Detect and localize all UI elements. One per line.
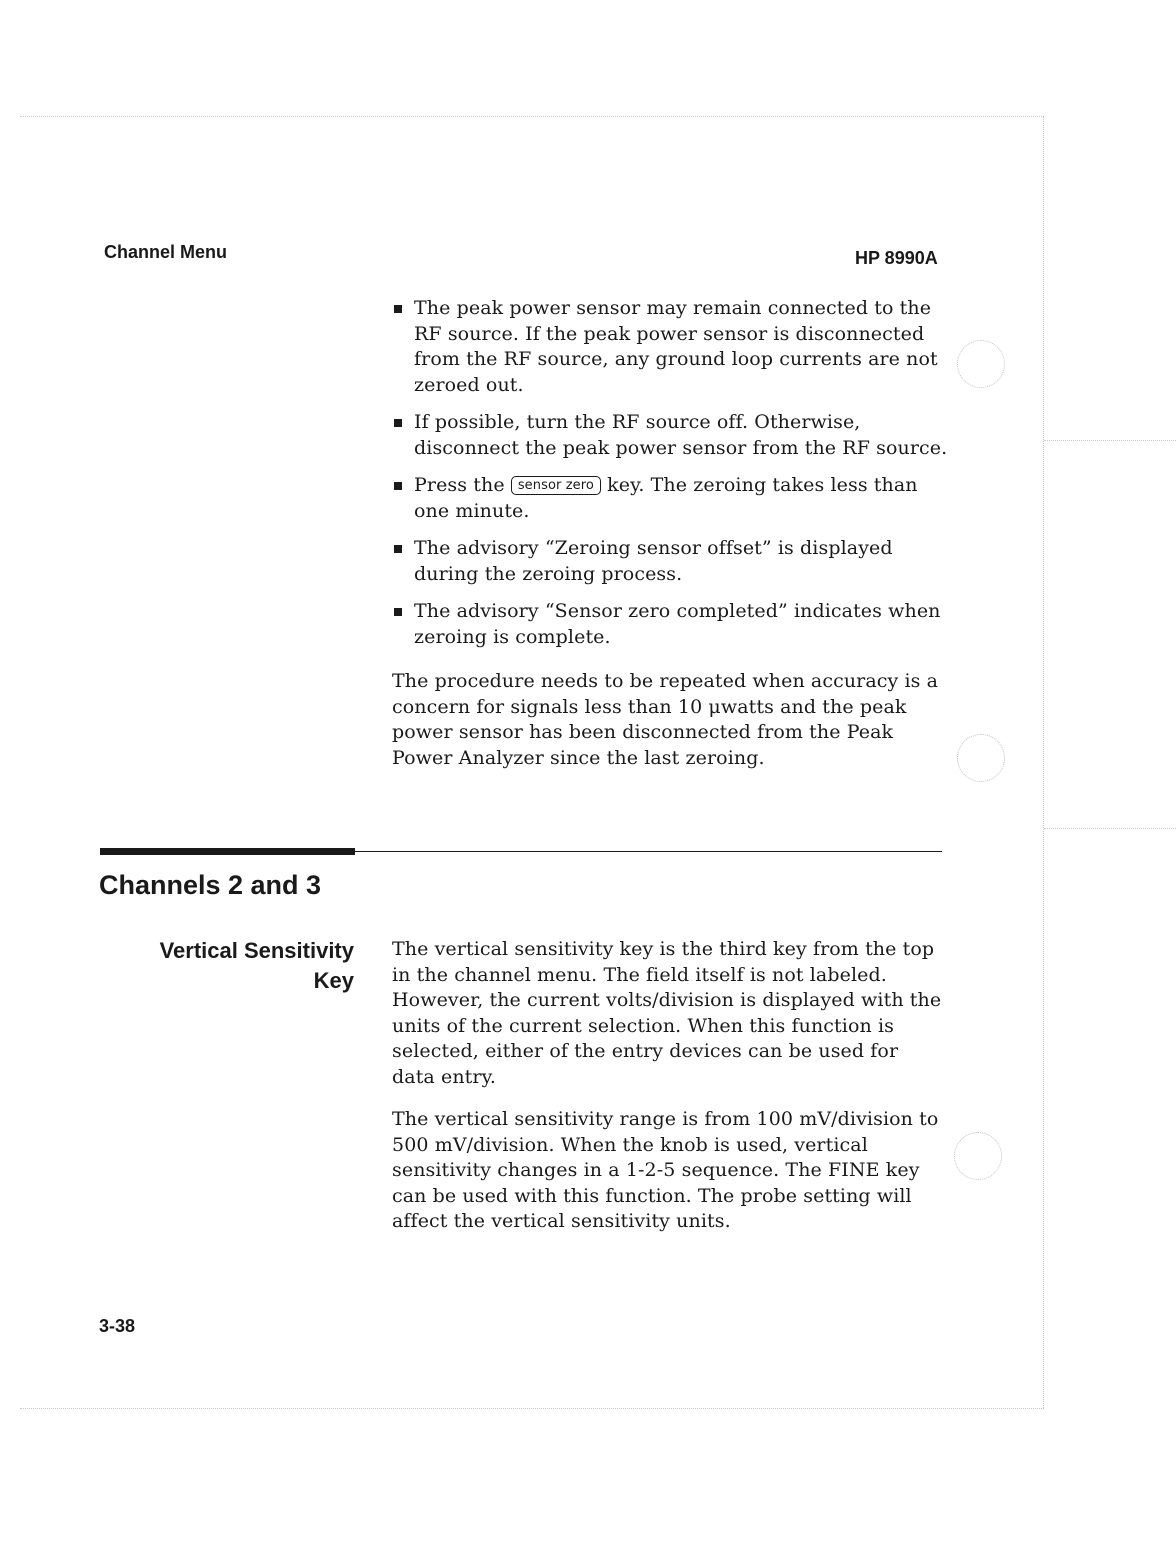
list-item (392, 410, 952, 461)
section-divider-bar (100, 848, 355, 855)
running-header-product: HP 8990A (855, 248, 938, 268)
zeroing-note-paragraph: The procedure needs to be repeated when accuracy is a concern for signals less than 10 μwatts and the peak power sensor has been disconnected from the Peak Power Analyzer since the last zeroing. (392, 670, 939, 769)
list-item (392, 536, 952, 587)
square-bullet-icon (394, 419, 402, 427)
side-heading-line: Vertical Sensitivity (159, 938, 354, 963)
punch-hole (957, 734, 1005, 782)
page-border-bottom (20, 1408, 1044, 1409)
list-item-text: The advisory “Zeroing sensor offset” is displayed during the zeroing process. (414, 537, 893, 585)
list-item-text: The peak power sensor may remain connected to the RF source. If the peak power sensor is disconnected from the RF source, any ground loop currents are not zeroed out. (414, 297, 938, 396)
zeroing-steps-list (392, 296, 952, 662)
tab-divider-line (1044, 440, 1176, 441)
running-header-section: Channel Menu (104, 242, 228, 262)
sensor-zero-key: sensor zero (511, 476, 601, 495)
body-paragraph: The vertical sensitivity key is the third key from the top in the channel menu. The field itself is not labeled. However, the current volts/division is displayed with the units of the current selection. When this function is selected, either of the entry devices can be used for data entry. (392, 938, 942, 1088)
punch-hole (954, 1132, 1002, 1180)
square-bullet-icon (394, 482, 402, 490)
side-heading-line: Key (313, 968, 354, 993)
list-item-text-after: key. The zeroing takes less than one minute. (414, 474, 918, 522)
list-item-text: The advisory “Sensor zero completed” indicates when zeroing is complete. (414, 600, 941, 648)
list-item-text-before: Press the (414, 474, 511, 496)
list-item (392, 473, 952, 524)
page-number: 3-38 (99, 1316, 136, 1336)
punch-hole (957, 340, 1005, 388)
square-bullet-icon (394, 545, 402, 553)
body-paragraph: The vertical sensitivity range is from 100 mV/division to 500 mV/division. When the knob is used, vertical sensitivity changes in a 1-2-5 sequence. The FINE key can be used with this function. The probe setting will affect the vertical sensitivity units. (392, 1108, 939, 1232)
list-item (392, 599, 952, 650)
list-item (392, 296, 952, 398)
page-border-top (20, 116, 1044, 117)
page-border-right (1043, 116, 1044, 1408)
square-bullet-icon (394, 608, 402, 616)
tab-divider-line (1044, 828, 1176, 829)
list-item-text: If possible, turn the RF source off. Otherwise, disconnect the peak power sensor from the RF source. (414, 411, 948, 459)
section-title: Channels 2 and 3 (99, 870, 322, 900)
side-heading (100, 936, 354, 996)
square-bullet-icon (394, 305, 402, 313)
